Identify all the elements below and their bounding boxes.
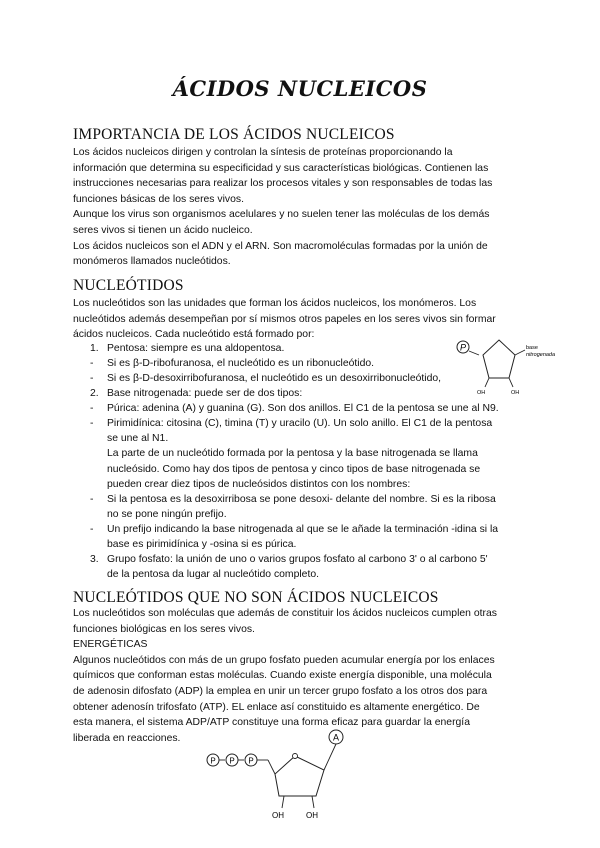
text-line: instrucciones necesarias para realizar los procesos vitales y son responsables de todas las: [73, 178, 493, 190]
hydroxyl-label: OH: [477, 390, 486, 396]
base-label: base: [526, 345, 538, 351]
text-line: Algunos nucleótidos con más de un grupo fosfato pueden acumular energía por los enlaces: [73, 654, 495, 666]
text-line: Los nucleótidos son las unidades que forman los ácidos nucleicos, los monómeros. Los: [73, 298, 477, 309]
nitrogenous-label: nitrogenada: [526, 352, 556, 358]
subheading-energeticas: ENERGÉTICAS: [73, 639, 148, 651]
phosphate-label: P: [459, 342, 467, 353]
atp-diagram: [200, 726, 380, 826]
pentose-ring: [483, 340, 515, 378]
text-line: de adenosin difosfato (ADP) la emplea en unir un tercer grupo fosfato a los otros dos para: [73, 685, 488, 697]
page-title: ÁCIDOS NUCLEICOS: [172, 76, 428, 101]
hydroxyl-label: OH: [511, 390, 520, 396]
text-line: monómeros llamados nucleótidos.: [73, 256, 231, 268]
heading-nucleotidos-no-acidos: NUCLEÓTIDOS QUE NO SON ÁCIDOS NUCLEICOS: [73, 589, 439, 606]
text-line: esta manera, el sistema ADP/ATP constituye una forma eficaz para guardar la energía: [73, 717, 470, 729]
paragraph-importancia: [73, 145, 523, 270]
text-line: funciones básicas de los seres vivos.: [73, 193, 244, 205]
text-line: La parte de un nucleótido formada por la pentosa y la base nitrogenada se llama: [107, 448, 478, 459]
text-line: ácidos nucleicos. Cada nucleótido está formado por:: [73, 329, 315, 341]
text-line: Aunque los virus son organismos acelulares y no suelen tener las moléculas de los demás: [73, 209, 490, 221]
text-line: nucleósido. Como hay dos tipos de pentosa y cinco tipos de base nitrogenada se: [107, 463, 481, 475]
list-continuation: se une al N1.: [107, 433, 169, 444]
heading-nucleotidos: NUCLEÓTIDOS: [73, 277, 184, 294]
hydroxyl-label: OH: [306, 811, 318, 820]
text-line: químicos que conforman estas moléculas. Cuando existe energía disponible, una molécula: [73, 670, 492, 682]
phosphate-label: P: [229, 756, 235, 766]
document-page: ÁCIDOS NUCLEICOS IMPORTANCIA DE LOS ÁCIDOS NUCLEICOS Los ácidos nucleicos dirigen y controlan la síntesis de proteínas proporcionando la información que determina su especificidad y sus características biológicas. Contienen las instrucciones necesarias para realizar los procesos vitales y son responsables de todas las funciones básicas de los seres vivos. Aunque los virus son organismos acelulares y no suelen tener las moléculas de los demás seres vivos si tienen un ácido nucleico. Los ácidos nucleicos son el ADN y el ARN. Son macromoléculas formadas por la unión de monómeros llamados nucleótidos. NUCLEÓTIDOS Los nucleótidos son las unidades que forman los ácidos nucleicos, los monómeros. Los nucleótidos además desempeñan por sí mismos otros papeles en los seres vivos sin formar ácidos nucleicos. Cada nucleótido está formado por: 1. Pentosa: siempre es una aldopentosa. - Si es β-D-ribofuranosa, el nucleótido es un ribonucleótido. - Si es β-D-desoxirribofuranosa, el nucleótido es un desoxirribonucleótido, 2. Base nitrogenada: puede ser de dos tipos: - Púrica: adenina (A) y guanina (G). Son dos anillos. El C1 de la pentosa se une al N9. - Pirimidínica: citosina (C), timina (T) y uracilo (U). Un solo anillo. El C1 de la pentosa se une al N1. La parte de un nucleótido formada por la pentosa y la base nitrogenada se llama nucleósido. Como hay dos tipos de pentosa y cinco tipos de base nitrogenada se pueden crear diez tipos de nucleósidos distintos con los nombres: - Si la pentosa es la desoxirribosa se pone desoxi- delante del nombre. Si es la ribosa no se pone ningún prefijo. - Un prefijo indicando la base nitrogenada al que se le añade la terminación -idina si la base es pirimidínica y -osina si es púrica. 3. Grupo fosfato: la unión de uno o varios grupos fosfato al carbono 3' o al carbono 5' de la pentosa da lugar al nucleótido completo. P base nitrogenada OH OH NUCLEÓTIDOS QUE NO SON ÁCIDOS NUCLEICOS Los nucleótidos son moléculas que además de constituir los ácidos nucleicos cumplen otras funciones biológicas en los seres vivos. ENERGÉTICAS Algunos nucleótidos con más de un grupo fosfato pueden acumular energía por los enlaces químicos que conforman estas moléculas. Cuando existe energía disponible, una molécula de adenosin difosfato (ADP) la emplea en unir un tercer grupo fosfato a los otros dos para obtener adenosín trifosfato (ATP). EL enlace así constituido es altamente energético. De esta manera, el sistema ADP/ATP constituye una forma eficaz para guardar la energía liberada en reacciones. A P P P OH OH: [0, 0, 600, 848]
text-line: Los ácidos nucleicos son el ADN y el ARN. Son macromoléculas formadas por la unión de: [73, 240, 488, 252]
hydroxyl-label: OH: [272, 811, 284, 820]
text-line: Los ácidos nucleicos dirigen y controlan la síntesis de proteínas proporcionando la: [73, 147, 453, 158]
text-line: pueden crear diez tipos de nucleósidos distintos con los nombres:: [107, 479, 411, 491]
text-line: nucleótidos además desempeñan por sí mismos otros papeles en los seres vivos sin formar: [73, 313, 496, 325]
text-line: Los nucleótidos son moléculas que además de constituir los ácidos nucleicos cumplen otras: [73, 608, 497, 619]
nucleoside-paragraph: [107, 446, 480, 493]
phosphate-label: P: [210, 756, 216, 766]
heading-importancia: IMPORTANCIA DE LOS ÁCIDOS NUCLEICOS: [73, 126, 395, 143]
phosphate-label: P: [248, 756, 254, 766]
text-line: seres vivos si tienen un ácido nucleico.: [73, 224, 253, 236]
text-line: obtener adenosín trifosfato (ATP). EL enlace así constituido es altamente energético. De: [73, 701, 480, 713]
text-line: liberada en reacciones.: [73, 732, 181, 744]
adenine-label: A: [332, 732, 340, 743]
text-line: información que determina su especificidad y sus características biológicas. Contienen las: [73, 162, 489, 174]
nucleotide-diagram: [447, 334, 557, 400]
ribose-ring: [275, 756, 324, 796]
text-line: funciones biológicas en los seres vivos.: [73, 623, 255, 635]
